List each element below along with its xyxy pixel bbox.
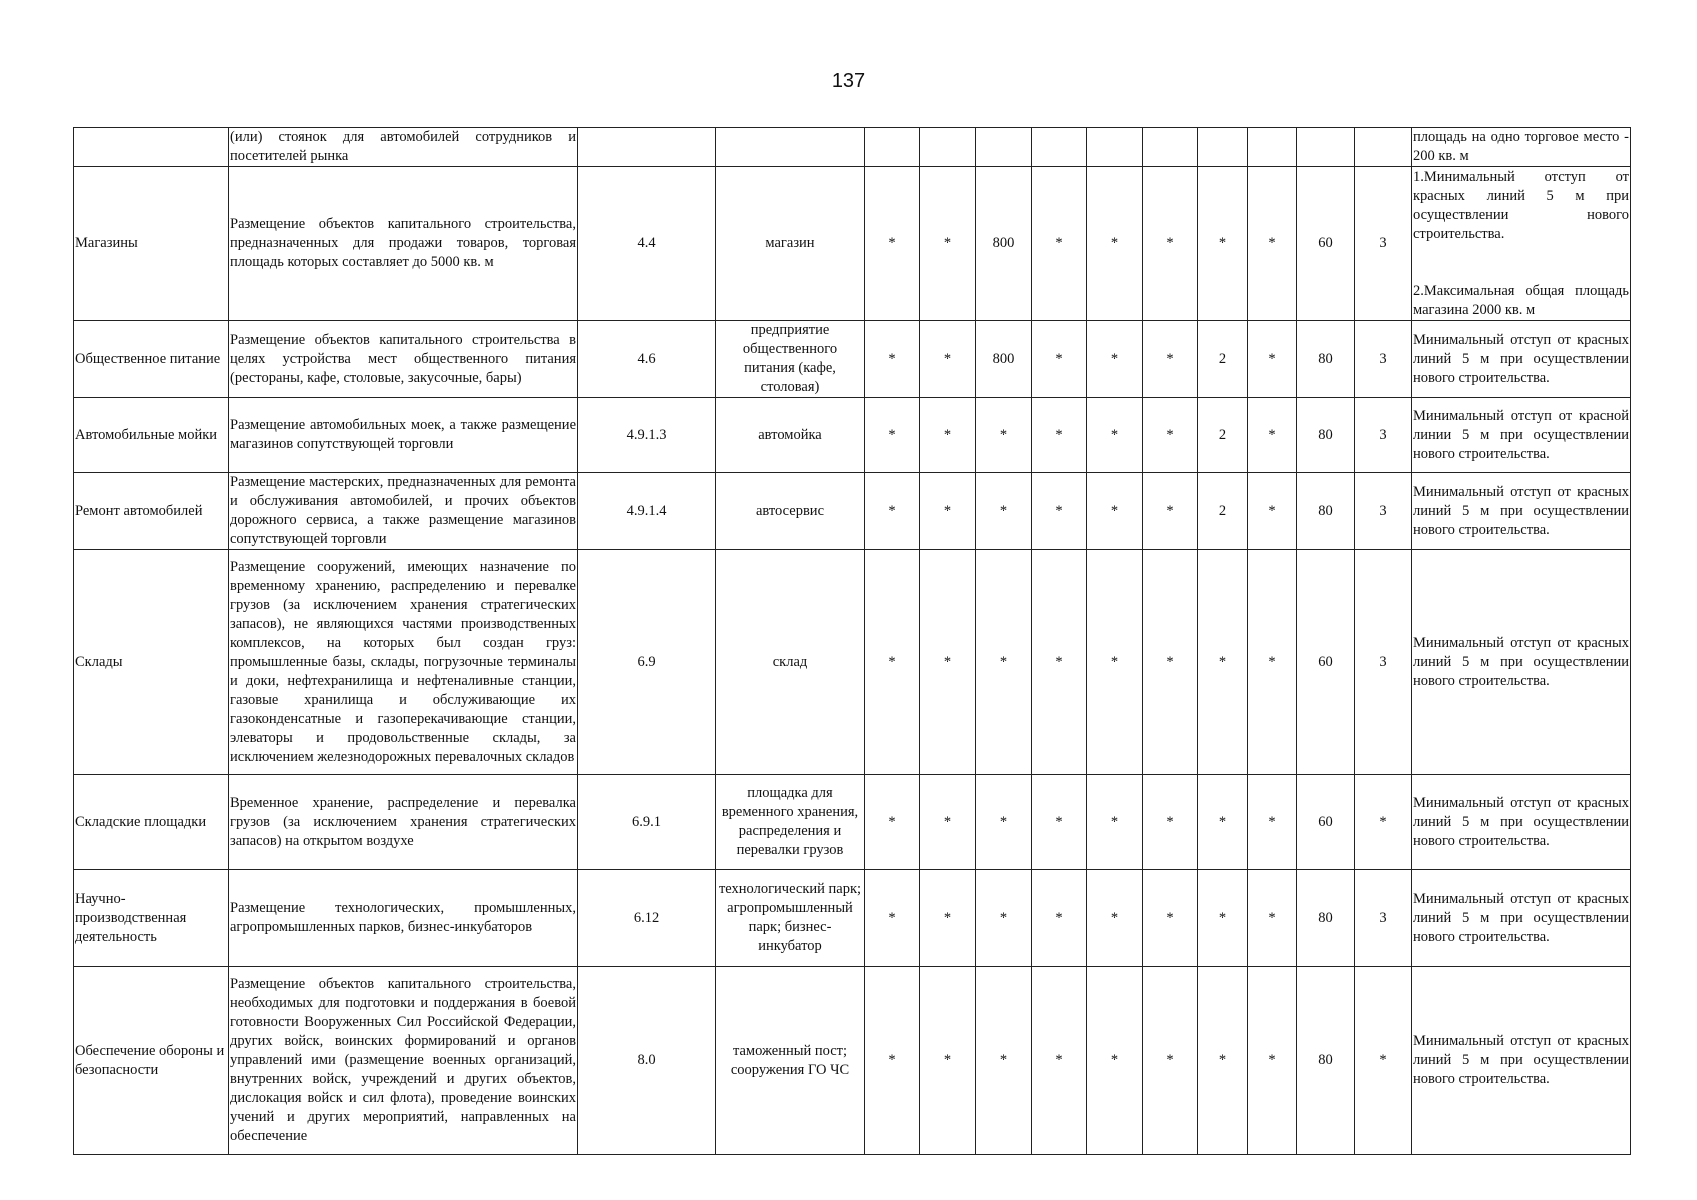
param-cell: * [1248,550,1297,775]
param-cell: 80 [1297,473,1355,550]
param-cell [1087,128,1143,167]
param-cell: * [1248,775,1297,870]
row-note: Минимальный отступ от красных линий 5 м при осуществлении нового строительства. [1412,967,1631,1155]
param-cell: * [976,967,1032,1155]
row-note: Минимальный отступ от красных линий 5 м при осуществлении нового строительства. [1412,321,1631,398]
param-cell: * [865,967,920,1155]
page-number: 137 [831,70,866,92]
note-spacer [1413,244,1629,282]
param-cell: * [1087,473,1143,550]
table-row [74,128,1631,167]
row-note: площадь на одно торговое место - 200 кв. м [1412,128,1631,167]
row-object: склад [716,550,865,775]
table-row [74,398,1631,473]
row-object: технологический парк; агропромышленный парк; бизнес-инкубатор [716,870,865,967]
note-paragraph: 1.Минимальный отступ от красных линий 5 м при осуществлении нового строительства. [1413,168,1629,242]
param-cell: * [976,775,1032,870]
row-name: Автомобильные мойки [74,398,229,473]
param-cell: * [1355,775,1412,870]
row-note: Минимальный отступ от красных линий 5 м при осуществлении нового строительства. [1412,473,1631,550]
param-cell: 800 [976,321,1032,398]
param-cell: * [976,870,1032,967]
param-cell: * [865,550,920,775]
param-cell: 800 [976,167,1032,321]
row-description: Размещение технологических, промышленных, агропромышленных парков, бизнес-инкубаторов [229,870,578,967]
param-cell [920,128,976,167]
table-row [74,870,1631,967]
param-cell: 2 [1198,473,1248,550]
param-cell [976,128,1032,167]
param-cell: * [865,321,920,398]
param-cell: * [1143,870,1198,967]
param-cell: * [920,870,976,967]
param-cell: 60 [1297,550,1355,775]
param-cell: * [1032,775,1087,870]
param-cell: 80 [1297,398,1355,473]
param-cell [1143,128,1198,167]
param-cell: * [1248,967,1297,1155]
row-description: Размещение объектов капитального строительства в целях устройства мест общественного питания (рестораны, кафе, столовые, закусочные, бары) [229,321,578,398]
param-cell: * [1143,398,1198,473]
table-row [74,473,1631,550]
param-cell: * [1087,550,1143,775]
param-cell: 60 [1297,775,1355,870]
row-code: 6.9 [578,550,716,775]
row-note: Минимальный отступ от красных линий 5 м при осуществлении нового строительства. [1412,775,1631,870]
param-cell: * [1087,167,1143,321]
param-cell: 3 [1355,870,1412,967]
param-cell: * [1032,967,1087,1155]
param-cell: * [920,473,976,550]
param-cell: 3 [1355,398,1412,473]
row-object: магазин [716,167,865,321]
row-object: площадка для временного хранения, распределения и перевалки грузов [716,775,865,870]
param-cell: 3 [1355,321,1412,398]
table-row [74,775,1631,870]
row-name: Склады [74,550,229,775]
param-cell: * [1248,398,1297,473]
param-cell: * [1087,870,1143,967]
note-paragraph: 2.Максимальная общая площадь магазина 2000 кв. м [1413,282,1629,318]
param-cell: * [1143,167,1198,321]
param-cell: * [1248,473,1297,550]
param-cell [865,128,920,167]
row-description: Размещение автомобильных моек, а также размещение магазинов сопутствующей торговли [229,398,578,473]
param-cell: * [920,398,976,473]
row-name: Ремонт автомобилей [74,473,229,550]
param-cell: * [1087,775,1143,870]
param-cell: * [976,550,1032,775]
row-description: Размещение мастерских, предназначенных для ремонта и обслуживания автомобилей, и прочих объектов дорожного сервиса, а также размещение магазинов сопутствующей торговли [229,473,578,550]
param-cell: * [1143,775,1198,870]
param-cell: * [1198,550,1248,775]
param-cell: 3 [1355,550,1412,775]
param-cell: * [865,473,920,550]
param-cell: 3 [1355,167,1412,321]
table-row [74,167,1631,321]
row-note: Минимальный отступ от красной линии 5 м при осуществлении нового строительства. [1412,398,1631,473]
param-cell: * [976,398,1032,473]
param-cell: * [1032,398,1087,473]
row-name: Общественное питание [74,321,229,398]
row-code: 6.9.1 [578,775,716,870]
row-object: предприятие общественного питания (кафе, столовая) [716,321,865,398]
row-name: Складские площадки [74,775,229,870]
param-cell: * [1032,870,1087,967]
row-code: 6.12 [578,870,716,967]
param-cell: * [1032,550,1087,775]
param-cell: 2 [1198,398,1248,473]
param-cell: 2 [1198,321,1248,398]
param-cell: * [1198,870,1248,967]
param-cell: * [865,167,920,321]
param-cell: * [1032,473,1087,550]
param-cell [1248,128,1297,167]
row-object: таможенный пост; сооружения ГО ЧС [716,967,865,1155]
param-cell: * [920,550,976,775]
param-cell: * [865,775,920,870]
param-cell: * [1087,321,1143,398]
param-cell: * [865,870,920,967]
row-name [74,128,229,167]
table-row [74,321,1631,398]
table-row [74,550,1631,775]
row-code: 4.9.1.3 [578,398,716,473]
param-cell: 60 [1297,167,1355,321]
param-cell: * [1032,167,1087,321]
param-cell [1032,128,1087,167]
param-cell: * [1198,167,1248,321]
param-cell: * [976,473,1032,550]
param-cell: * [920,967,976,1155]
row-code: 4.9.1.4 [578,473,716,550]
param-cell: 80 [1297,967,1355,1155]
param-cell: * [1143,550,1198,775]
param-cell: 3 [1355,473,1412,550]
row-code: 4.4 [578,167,716,321]
param-cell: * [920,775,976,870]
row-description: (или) стоянок для автомобилей сотрудников и посетителей рынка [229,128,578,167]
param-cell: * [1248,321,1297,398]
param-cell: * [1143,967,1198,1155]
param-cell: * [1032,321,1087,398]
param-cell: 80 [1297,321,1355,398]
row-object [716,128,865,167]
row-name: Магазины [74,167,229,321]
row-code: 4.6 [578,321,716,398]
row-description: Размещение объектов капитального строительства, необходимых для подготовки и поддержания в боевой готовности Вооруженных Сил Российской Федерации, других войск, воинских формирований и органов управлений ими (размещение военных организаций, внутренних войск, учреждений и других объектов, дислокация войск и сил флота), проведение воинских учений и других мероприятий, направленных на обеспечение [229,967,578,1155]
param-cell: 80 [1297,870,1355,967]
row-note: Минимальный отступ от красных линий 5 м при осуществлении нового строительства. [1412,870,1631,967]
row-note: Минимальный отступ от красных линий 5 м при осуществлении нового строительства. [1412,550,1631,775]
param-cell: * [1143,473,1198,550]
param-cell: * [1355,967,1412,1155]
row-code: 8.0 [578,967,716,1155]
table-row [74,967,1631,1155]
param-cell: * [1087,398,1143,473]
row-name: Обеспечение обороны и безопасности [74,967,229,1155]
row-description: Размещение сооружений, имеющих назначение по временному хранению, распределению и перевалке грузов (за исключением хранения стратегических запасов), не являющихся частями производственных комплексов, на которых был создан груз: промышленные базы, склады, погрузочные терминалы и доки, нефтехранилища и нефтеналивные станции, газовые хранилища и обслуживающие их газоконденсатные и газоперекачивающие станции, элеваторы и продовольственные склады, за исключением железнодорожных перевалочных складов [229,550,578,775]
row-name: Научно-производственная деятельность [74,870,229,967]
row-description: Размещение объектов капитального строительства, предназначенных для продажи товаров, торговая площадь которых составляет до 5000 кв. м [229,167,578,321]
param-cell: * [1198,967,1248,1155]
param-cell [1297,128,1355,167]
param-cell: * [920,321,976,398]
param-cell: * [1143,321,1198,398]
param-cell: * [920,167,976,321]
row-object: автомойка [716,398,865,473]
param-cell: * [1248,870,1297,967]
row-code [578,128,716,167]
land-use-regulations-table [73,127,1631,1155]
row-description: Временное хранение, распределение и перевалка грузов (за исключением хранения стратегических запасов) на открытом воздухе [229,775,578,870]
row-note [1412,167,1631,321]
param-cell [1198,128,1248,167]
param-cell: * [865,398,920,473]
param-cell: * [1087,967,1143,1155]
param-cell [1355,128,1412,167]
param-cell: * [1248,167,1297,321]
param-cell: * [1198,775,1248,870]
row-object: автосервис [716,473,865,550]
